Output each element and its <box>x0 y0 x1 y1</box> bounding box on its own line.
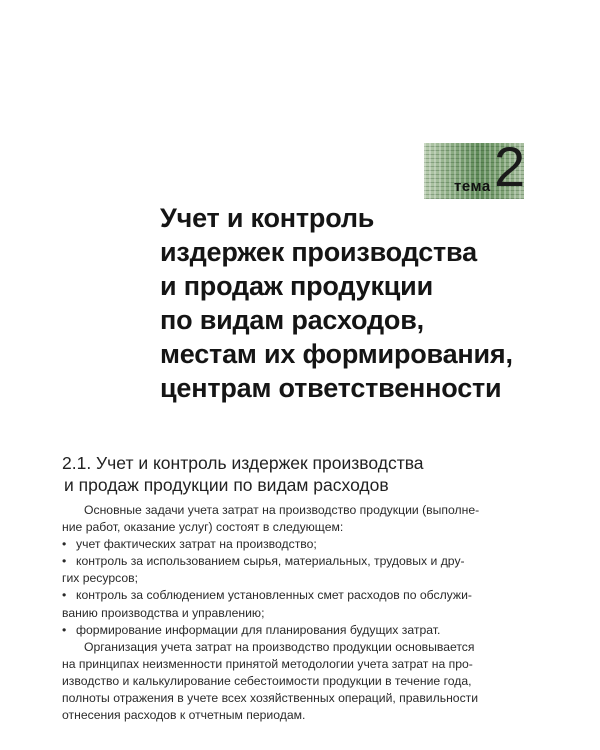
chapter-title-line: местам их формирования, <box>160 339 513 369</box>
badge-number: 2 <box>494 135 526 198</box>
paragraph-line: Организация учета затрат на производство продукции основывается <box>84 639 475 654</box>
list-item-text: контроль за соблюдением установленных смет расходов по обслужи- <box>76 588 472 603</box>
paragraph-line: полноты отражения в учете всех хозяйственных операций, правильности <box>62 691 479 706</box>
section-heading <box>62 452 542 496</box>
list-item <box>62 587 532 604</box>
paragraph-line: Основные задачи учета затрат на производство продукции (выполне- <box>84 503 480 517</box>
chapter-title-line: Учет и контроль <box>160 203 375 233</box>
paragraph-line: изводство и калькулирование себестоимости продукции в течение года, <box>62 673 472 688</box>
chapter-badge <box>424 135 526 199</box>
paragraph-line: ние работ, оказание услуг) состоят в следующем: <box>62 520 344 535</box>
list-item <box>62 553 532 570</box>
chapter-title <box>160 201 580 405</box>
list-item-text: формирование информации для планирования будущих затрат. <box>76 622 441 637</box>
paragraph-line: отнесения расходов к отчетным периодам. <box>62 708 306 723</box>
bullet-icon: • <box>62 554 67 569</box>
bullet-icon: • <box>62 622 67 637</box>
list-item <box>62 536 532 553</box>
list-item-continuation: гих ресурсов; <box>62 571 138 586</box>
chapter-title-line: издержек производства <box>160 237 477 267</box>
list-item <box>62 622 532 639</box>
bullet-icon: • <box>62 537 67 552</box>
body-text <box>62 502 532 724</box>
chapter-title-line: центрам ответственности <box>160 373 502 403</box>
section-heading-line: и продаж продукции по видам расходов <box>64 475 389 495</box>
chapter-title-line: по видам расходов, <box>160 305 424 335</box>
list-item-text: контроль за использованием сырья, материальных, трудовых и дру- <box>76 554 465 569</box>
chapter-title-line: и продаж продукции <box>160 271 433 301</box>
list-item-continuation: ванию производства и управлению; <box>62 605 265 620</box>
list-item-text: учет фактических затрат на производство; <box>76 537 317 552</box>
badge-label: тема <box>454 178 491 195</box>
paragraph-line: на принципах неизменности принятой методологии учета затрат на про- <box>62 656 473 671</box>
bullet-icon: • <box>62 588 67 603</box>
section-heading-line: 2.1. Учет и контроль издержек производства <box>62 453 424 473</box>
